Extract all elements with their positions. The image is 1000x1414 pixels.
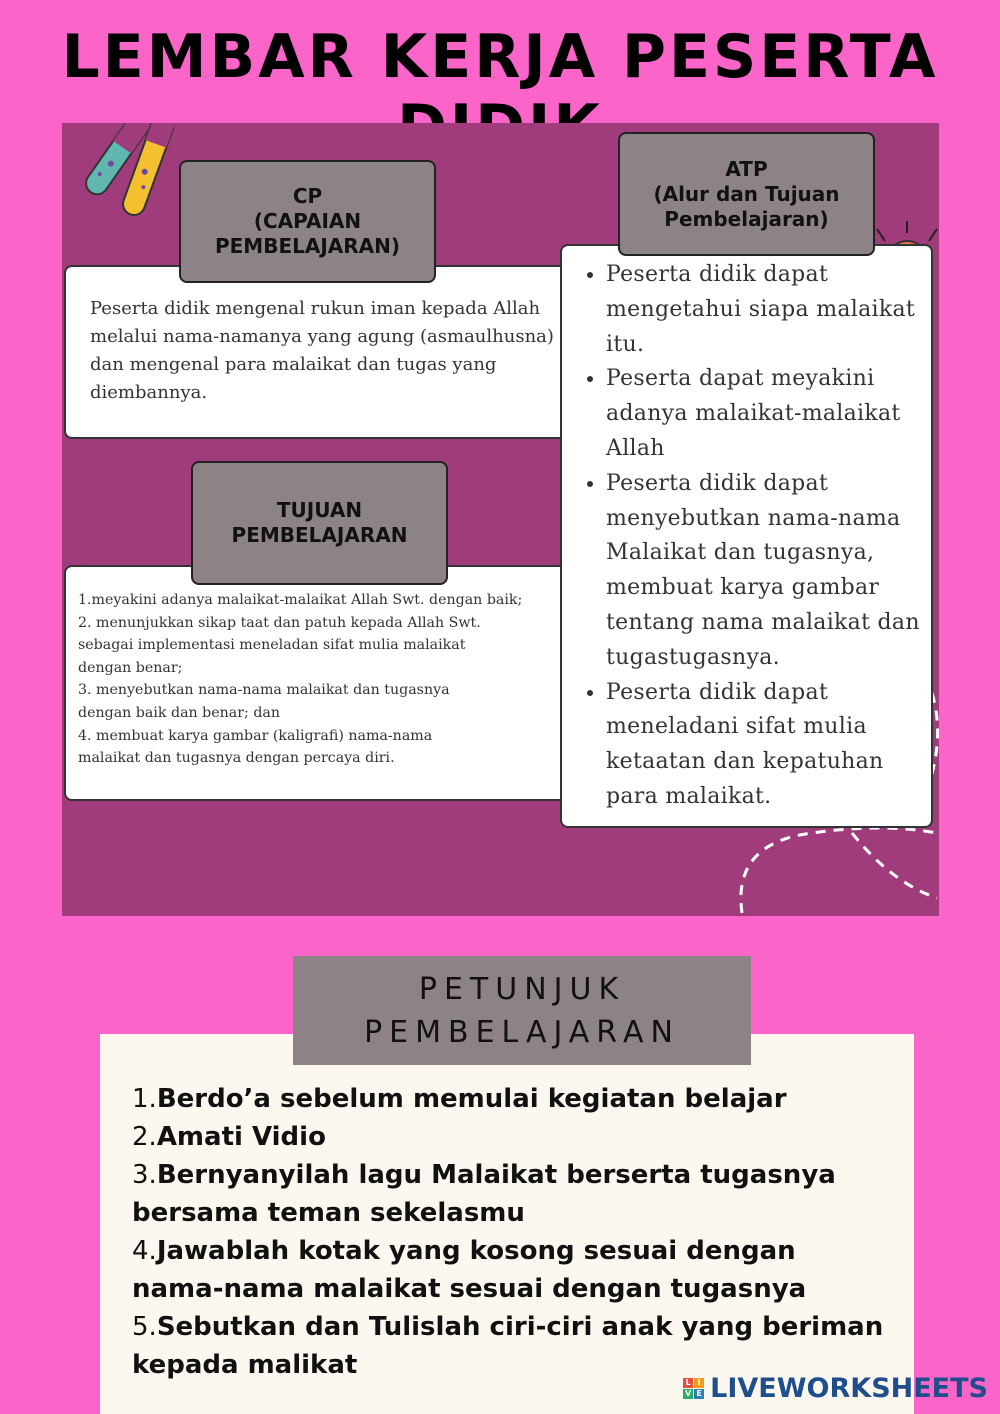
- tujuan-line: dengan baik dan benar; dan: [78, 704, 280, 721]
- tujuan-line: malaikat dan tugasnya dengan percaya diri.: [78, 750, 395, 767]
- atp-header-line: (Alur dan Tujuan: [653, 181, 840, 206]
- step-text: Sebutkan dan Tulislah ciri-ciri anak yang beriman kepada malikat: [132, 1312, 884, 1380]
- tujuan-line: dengan benar;: [78, 659, 183, 676]
- atp-header-line: ATP: [725, 156, 768, 181]
- petunjuk-header-line: PETUNJUK: [418, 972, 626, 1007]
- petunjuk-header-line: PEMBELAJARAN: [364, 1015, 680, 1050]
- liveworksheets-logo-icon: [683, 1378, 704, 1399]
- step-text: Amati Vidio: [156, 1122, 326, 1152]
- cp-header-line: (CAPAIAN: [253, 209, 362, 233]
- petunjuk-step: [132, 1156, 884, 1232]
- step-text: Berdo’a sebelum memulai kegiatan belajar: [156, 1084, 787, 1114]
- petunjuk-content-box: [100, 1034, 914, 1414]
- step-number: 2.: [132, 1122, 157, 1152]
- tujuan-header-line: TUJUAN: [276, 498, 363, 522]
- logo-letter: L: [683, 1378, 693, 1388]
- logo-letter: E: [694, 1389, 704, 1399]
- tujuan-line: 4. membuat karya gambar (kaligrafi) nama-nama: [78, 727, 433, 744]
- content-panel: [62, 123, 939, 916]
- step-number: 1.: [132, 1084, 157, 1114]
- cp-content-box: [64, 265, 577, 439]
- petunjuk-step: [132, 1118, 884, 1156]
- logo-letter: V: [685, 1389, 692, 1398]
- liveworksheets-label: LIVEWORKSHEETS: [710, 1373, 988, 1404]
- cp-header: [179, 160, 436, 283]
- petunjuk-step: [132, 1080, 884, 1118]
- tujuan-header: [191, 461, 448, 585]
- tujuan-line: 1.meyakini adanya malaikat-malaikat Allah Swt. dengan baik;: [78, 592, 523, 608]
- atp-header-line: Pembelajaran): [664, 206, 829, 231]
- step-number: 3.: [132, 1160, 157, 1190]
- cp-text: Peserta didik mengenal rukun iman kepada Allah melalui nama-namanya yang agung (asmaulhusna) dan mengenal para malaikat dan tugas yang diembannya.: [90, 298, 554, 403]
- atp-item: • Peserta didik dapat meneladani sifat mulia ketaatan dan kepatuhan para malaikat.: [606, 676, 927, 815]
- page-title: LEMBAR KERJA PESERTA: [61, 22, 939, 92]
- step-text: Bernyanyilah lagu Malaikat berserta tugasnya bersama teman sekelasmu: [132, 1160, 836, 1228]
- petunjuk-step: [132, 1232, 884, 1308]
- step-text: Jawablah kotak yang kosong sesuai dengan nama-nama malaikat sesuai dengan tugasnya: [132, 1236, 807, 1304]
- tujuan-line: 2. menunjukkan sikap taat dan patuh kepada Allah Swt.: [78, 614, 481, 631]
- atp-list: [580, 258, 927, 815]
- atp-header: [618, 132, 875, 256]
- petunjuk-header: [293, 956, 751, 1065]
- atp-item: • Peserta dapat meyakini adanya malaikat-malaikat Allah: [606, 362, 927, 466]
- logo-letter: I: [694, 1378, 704, 1388]
- test-tubes-icon: [70, 123, 180, 233]
- cp-header-line: PEMBELAJARAN): [214, 234, 401, 258]
- atp-item: • Peserta didik dapat mengetahui siapa malaikat itu.: [606, 258, 927, 362]
- tujuan-line: 3. menyebutkan nama-nama malaikat dan tugasnya: [78, 682, 450, 699]
- step-number: 4.: [132, 1236, 157, 1266]
- step-number: 5.: [132, 1312, 157, 1342]
- liveworksheets-brand[interactable]: [683, 1373, 988, 1404]
- cp-header-line: CP: [292, 184, 323, 208]
- atp-content-box: [560, 244, 933, 828]
- tujuan-line: sebagai implementasi meneladan sifat mulia malaikat: [78, 637, 466, 654]
- atp-item: • Peserta didik dapat menyebutkan nama-nama Malaikat dan tugasnya, membuat karya gambar tentang nama malaikat dan tugastugasnya.: [606, 467, 927, 676]
- tujuan-content-box: [64, 565, 577, 801]
- tujuan-header-line: PEMBELAJARAN: [231, 523, 408, 547]
